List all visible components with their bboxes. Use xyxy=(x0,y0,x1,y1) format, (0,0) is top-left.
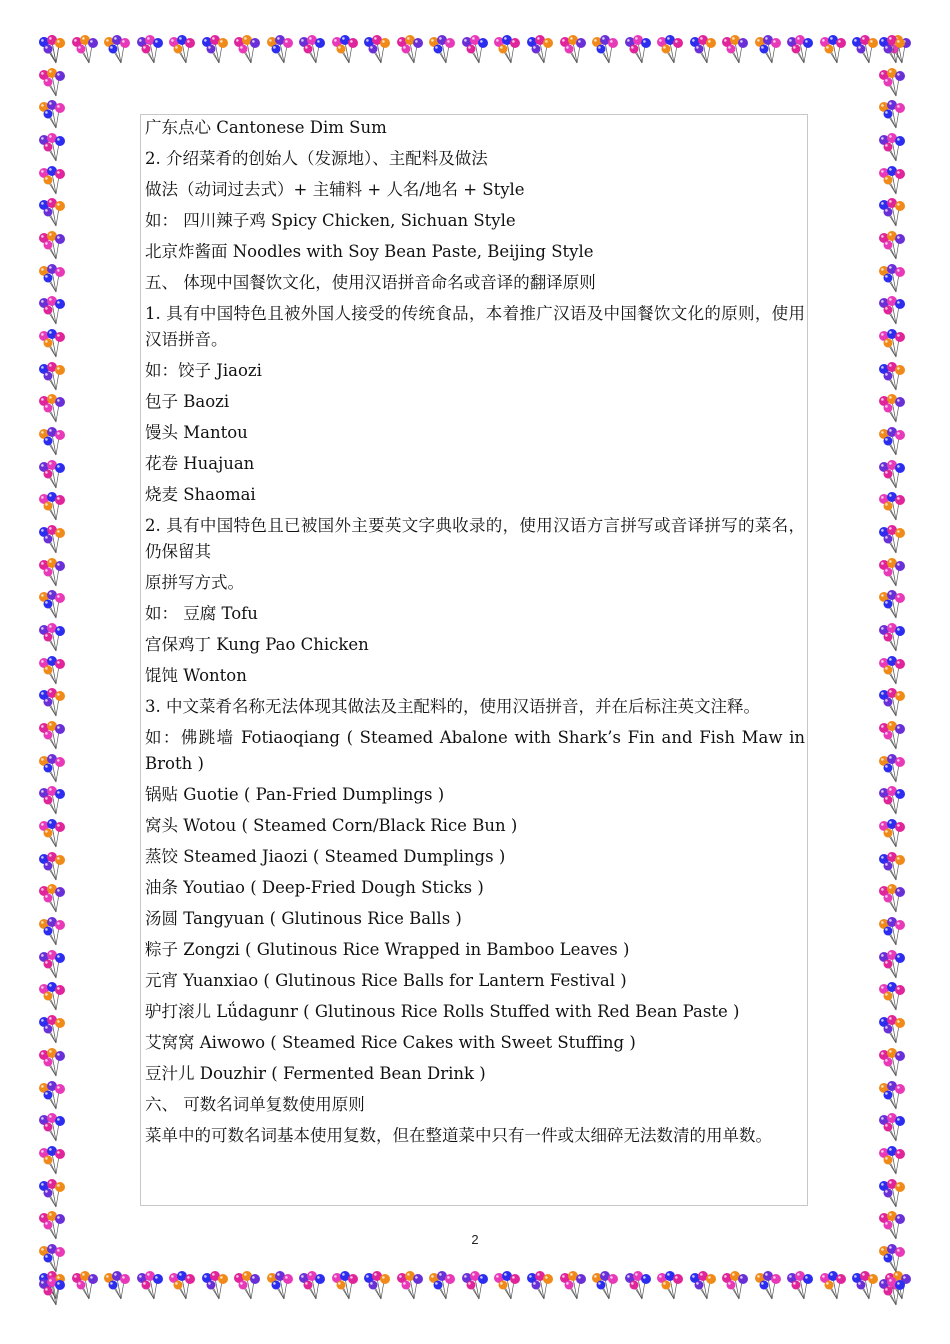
balloon-bunch-icon xyxy=(36,491,68,523)
example-kung-pao: 宫保鸡丁 Kung Pao Chicken xyxy=(145,635,369,654)
balloon-bunch-icon xyxy=(36,524,68,556)
balloon-bunch-icon xyxy=(36,1145,68,1177)
balloon-bunch-icon xyxy=(36,1276,68,1308)
balloon-bunch-icon xyxy=(36,263,68,295)
balloon-bunch-icon xyxy=(876,67,908,99)
balloon-bunch-icon xyxy=(876,197,908,229)
balloon-bunch-icon xyxy=(36,916,68,948)
balloon-bunch-icon xyxy=(36,1112,68,1144)
balloon-bunch-icon xyxy=(36,361,68,393)
balloon-bunch-icon xyxy=(876,687,908,719)
balloon-bunch-icon xyxy=(876,655,908,687)
balloon-bunch-icon xyxy=(557,1270,589,1302)
example-ludagunr: 驴打滚儿 Lǘdagunr ( Glutinous Rice Rolls Stuffed with Red Bean Paste ) xyxy=(145,1002,740,1021)
balloon-bunch-icon xyxy=(459,34,491,66)
balloon-bunch-icon xyxy=(876,393,908,425)
balloon-bunch-icon xyxy=(36,165,68,197)
example-tangyuan: 汤圆 Tangyuan ( Glutinous Rice Balls ) xyxy=(145,909,462,928)
rule-5-2-continued: 原拼写方式。 xyxy=(145,573,244,592)
rule-6: 菜单中的可数名词基本使用复数，但在整道菜中只有一件或太细碎无法数清的用单数。 xyxy=(145,1126,772,1145)
line-cantonese-dim-sum: 广东点心 Cantonese Dim Sum xyxy=(145,118,387,137)
balloon-bunch-icon xyxy=(557,34,589,66)
balloon-bunch-icon xyxy=(199,1270,231,1302)
balloon-bunch-icon xyxy=(876,295,908,327)
balloon-bunch-icon xyxy=(264,1270,296,1302)
example-fotiaoqiang: 如：佛跳墙 Fotiaoqiang ( Steamed Abalone with Shark’s Fin and Fish Maw in Broth ) xyxy=(145,728,805,773)
balloon-bunch-icon xyxy=(166,1270,198,1302)
balloon-bunch-icon xyxy=(36,720,68,752)
balloon-bunch-icon xyxy=(36,589,68,621)
balloon-bunch-icon xyxy=(296,34,328,66)
formula-line: 做法（动词过去式）+ 主辅料 + 人名/地名 + Style xyxy=(145,180,525,199)
balloon-bunch-icon xyxy=(876,426,908,458)
balloon-bunch-icon xyxy=(876,491,908,523)
balloon-bunch-icon xyxy=(36,1047,68,1079)
balloon-bunch-icon xyxy=(876,1178,908,1210)
balloon-bunch-icon xyxy=(817,34,849,66)
balloon-bunch-icon xyxy=(876,230,908,262)
balloon-bunch-icon xyxy=(876,981,908,1013)
balloon-bunch-icon xyxy=(36,753,68,785)
balloon-bunch-icon xyxy=(426,34,458,66)
rule-5-3: 3. 中文菜肴名称无法体现其做法及主配料的，使用汉语拼音，并在后标注英文注释。 xyxy=(145,697,760,716)
balloon-bunch-icon xyxy=(36,557,68,589)
balloon-bunch-icon xyxy=(231,1270,263,1302)
example-steamed-jiaozi: 蒸饺 Steamed Jiaozi ( Steamed Dumplings ) xyxy=(145,847,506,866)
example-mantou: 馒头 Mantou xyxy=(145,423,248,442)
balloon-bunch-icon xyxy=(36,393,68,425)
balloon-bunch-icon xyxy=(876,328,908,360)
text-frame xyxy=(140,114,808,1206)
balloon-bunch-icon xyxy=(36,426,68,458)
balloon-bunch-icon xyxy=(876,1112,908,1144)
balloon-bunch-icon xyxy=(36,622,68,654)
border-left xyxy=(36,34,74,1308)
balloon-bunch-icon xyxy=(329,34,361,66)
balloon-bunch-icon xyxy=(36,818,68,850)
balloon-bunch-icon xyxy=(876,1080,908,1112)
balloon-bunch-icon xyxy=(876,949,908,981)
balloon-bunch-icon xyxy=(134,1270,166,1302)
balloon-bunch-icon xyxy=(876,459,908,491)
balloon-bunch-icon xyxy=(719,34,751,66)
balloon-bunch-icon xyxy=(876,753,908,785)
balloon-bunch-icon xyxy=(876,851,908,883)
balloon-bunch-icon xyxy=(876,524,908,556)
balloon-bunch-icon xyxy=(36,1178,68,1210)
balloon-bunch-icon xyxy=(36,459,68,491)
balloon-bunch-icon xyxy=(231,34,263,66)
balloon-bunch-icon xyxy=(876,589,908,621)
section-6-heading: 六、 可数名词单复数使用原则 xyxy=(145,1095,365,1114)
balloon-bunch-icon xyxy=(36,34,68,66)
border-right xyxy=(876,34,914,1308)
example-aiwowo: 艾窝窝 Aiwowo ( Steamed Rice Cakes with Sweet Stuffing ) xyxy=(145,1033,636,1052)
balloon-bunch-icon xyxy=(876,1014,908,1046)
balloon-bunch-icon xyxy=(296,1270,328,1302)
balloon-bunch-icon xyxy=(491,34,523,66)
example-baozi: 包子 Baozi xyxy=(145,392,230,411)
example-zongzi: 粽子 Zongzi ( Glutinous Rice Wrapped in Bamboo Leaves ) xyxy=(145,940,630,959)
balloon-bunch-icon xyxy=(36,851,68,883)
balloon-bunch-icon xyxy=(876,1276,908,1308)
balloon-bunch-icon xyxy=(752,34,784,66)
balloon-bunch-icon xyxy=(876,720,908,752)
balloon-bunch-icon xyxy=(394,1270,426,1302)
balloon-bunch-icon xyxy=(101,1270,133,1302)
balloon-bunch-icon xyxy=(876,785,908,817)
example-shaomai: 烧麦 Shaomai xyxy=(145,485,256,504)
balloon-bunch-icon xyxy=(491,1270,523,1302)
balloon-bunch-icon xyxy=(36,328,68,360)
balloon-bunch-icon xyxy=(876,99,908,131)
balloon-bunch-icon xyxy=(36,295,68,327)
example-yuanxiao: 元宵 Yuanxiao ( Glutinous Rice Balls for Lantern Festival ) xyxy=(145,971,627,990)
border-top xyxy=(36,34,914,72)
balloon-bunch-icon xyxy=(719,1270,751,1302)
balloon-bunch-icon xyxy=(264,34,296,66)
balloon-bunch-icon xyxy=(36,785,68,817)
example-wonton: 馄饨 Wonton xyxy=(145,666,247,685)
balloon-bunch-icon xyxy=(622,1270,654,1302)
balloon-bunch-icon xyxy=(876,622,908,654)
example-youtiao: 油条 Youtiao ( Deep-Fried Dough Sticks ) xyxy=(145,878,484,897)
balloon-bunch-icon xyxy=(876,34,908,66)
balloon-bunch-icon xyxy=(817,1270,849,1302)
balloon-bunch-icon xyxy=(36,655,68,687)
document-body xyxy=(145,115,805,1154)
balloon-bunch-icon xyxy=(329,1270,361,1302)
balloon-bunch-icon xyxy=(622,34,654,66)
balloon-bunch-icon xyxy=(36,883,68,915)
example-zhajiang-noodles: 北京炸酱面 Noodles with Soy Bean Paste, Beijing Style xyxy=(145,242,594,261)
balloon-bunch-icon xyxy=(361,34,393,66)
balloon-bunch-icon xyxy=(459,1270,491,1302)
balloon-bunch-icon xyxy=(654,1270,686,1302)
balloon-bunch-icon xyxy=(134,34,166,66)
balloon-bunch-icon xyxy=(687,1270,719,1302)
balloon-bunch-icon xyxy=(876,1145,908,1177)
example-jiaozi: 如：饺子 Jiaozi xyxy=(145,361,262,380)
balloon-bunch-icon xyxy=(876,883,908,915)
balloon-bunch-icon xyxy=(524,34,556,66)
balloon-bunch-icon xyxy=(687,34,719,66)
balloon-bunch-icon xyxy=(426,1270,458,1302)
balloon-bunch-icon xyxy=(876,1243,908,1275)
balloon-bunch-icon xyxy=(589,34,621,66)
border-bottom xyxy=(36,1270,914,1308)
balloon-bunch-icon xyxy=(36,687,68,719)
balloon-bunch-icon xyxy=(36,1243,68,1275)
balloon-bunch-icon xyxy=(36,67,68,99)
balloon-bunch-icon xyxy=(784,34,816,66)
balloon-bunch-icon xyxy=(876,132,908,164)
balloon-bunch-icon xyxy=(36,1014,68,1046)
balloon-bunch-icon xyxy=(101,34,133,66)
balloon-bunch-icon xyxy=(876,1047,908,1079)
balloon-bunch-icon xyxy=(654,34,686,66)
balloon-bunch-icon xyxy=(36,197,68,229)
example-douzhir: 豆汁儿 Douzhir ( Fermented Bean Drink ) xyxy=(145,1064,486,1083)
balloon-bunch-icon xyxy=(36,981,68,1013)
balloon-bunch-icon xyxy=(524,1270,556,1302)
balloon-bunch-icon xyxy=(876,165,908,197)
balloon-bunch-icon xyxy=(876,818,908,850)
balloon-bunch-icon xyxy=(36,1080,68,1112)
balloon-bunch-icon xyxy=(36,99,68,131)
example-tofu: 如： 豆腐 Tofu xyxy=(145,604,258,623)
balloon-bunch-icon xyxy=(166,34,198,66)
example-huajuan: 花卷 Huajuan xyxy=(145,454,255,473)
balloon-bunch-icon xyxy=(394,34,426,66)
example-sichuan-chicken: 如： 四川辣子鸡 Spicy Chicken, Sichuan Style xyxy=(145,211,516,230)
balloon-bunch-icon xyxy=(876,557,908,589)
rule-2-heading: 2. 介绍菜肴的创始人（发源地）、主配料及做法 xyxy=(145,149,488,168)
balloon-bunch-icon xyxy=(589,1270,621,1302)
rule-5-2: 2. 具有中国特色且已被国外主要英文字典收录的，使用汉语方言拼写或音译拼写的菜名，仍保留其 xyxy=(145,516,805,561)
balloon-bunch-icon xyxy=(752,1270,784,1302)
balloon-bunch-icon xyxy=(876,361,908,393)
section-5-heading: 五、 体现中国餐饮文化，使用汉语拼音命名或音译的翻译原则 xyxy=(145,273,596,292)
balloon-bunch-icon xyxy=(361,1270,393,1302)
balloon-bunch-icon xyxy=(199,34,231,66)
balloon-bunch-icon xyxy=(36,949,68,981)
example-guotie: 锅贴 Guotie ( Pan-Fried Dumplings ) xyxy=(145,785,445,804)
balloon-bunch-icon xyxy=(36,230,68,262)
balloon-bunch-icon xyxy=(876,916,908,948)
page-number: 2 xyxy=(471,1232,479,1247)
balloon-bunch-icon xyxy=(784,1270,816,1302)
balloon-bunch-icon xyxy=(876,263,908,295)
example-wotou: 窝头 Wotou ( Steamed Corn/Black Rice Bun ) xyxy=(145,816,518,835)
balloon-bunch-icon xyxy=(36,132,68,164)
rule-5-1: 1. 具有中国特色且被外国人接受的传统食品，本着推广汉语及中国餐饮文化的原则，使用汉语拼音。 xyxy=(145,304,805,349)
